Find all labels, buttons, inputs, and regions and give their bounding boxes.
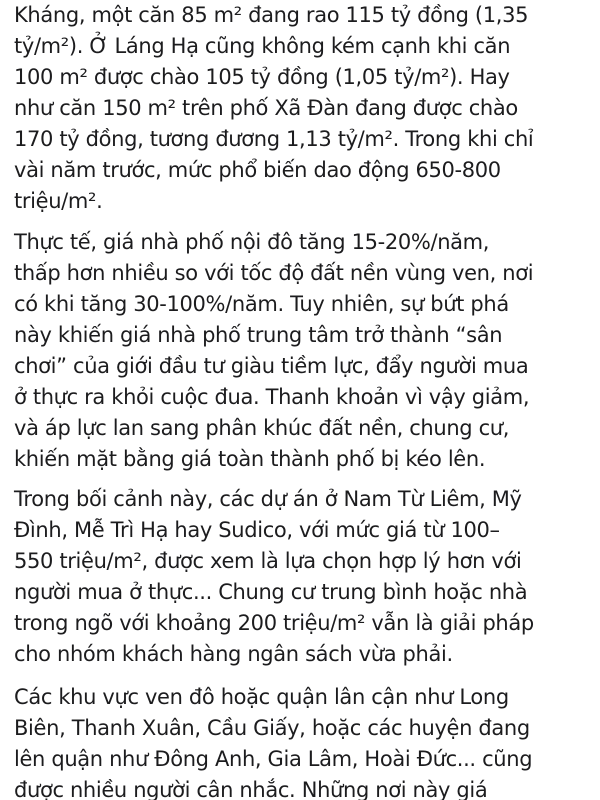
text-line: vài năm trước, mức phổ biến dao động 650-800: [14, 158, 501, 182]
text-line: Kháng, một căn 85 m² đang rao 115 tỷ đồng (1,35: [14, 3, 529, 27]
text-line: Thực tế, giá nhà phố nội đô tăng 15-20%/năm,: [14, 230, 490, 254]
text-line: triệu/m².: [14, 189, 103, 213]
text-line: 100 m² được chào 105 tỷ đồng (1,05 tỷ/m²). Hay: [14, 65, 510, 89]
text-line: lên quận như Đông Anh, Gia Lâm, Hoài Đức... cũng: [14, 747, 533, 771]
paragraph-price-examples: [0, 0, 600, 217]
text-line: tỷ/m²). Ở Láng Hạ cũng không kém cạnh khi căn: [14, 34, 511, 58]
text-line: khiến mặt bằng giá toàn thành phố bị kéo lên.: [14, 447, 486, 471]
text-line: như căn 150 m² trên phố Xã Đàn đang được chào: [14, 96, 518, 120]
paragraph-alternative-projects: [0, 484, 600, 670]
text-line: Trong bối cảnh này, các dự án ở Nam Từ Liêm, Mỹ: [14, 487, 522, 511]
text-line: thấp hơn nhiều so với tốc độ đất nền vùng ven, nơi: [14, 261, 534, 285]
text-line: chơi” của giới đầu tư giàu tiềm lực, đẩy người mua: [14, 354, 529, 378]
text-line: 170 tỷ đồng, tương đương 1,13 tỷ/m². Trong khi chỉ: [14, 127, 534, 151]
text-line: ở thực ra khỏi cuộc đua. Thanh khoản vì vậy giảm,: [14, 385, 530, 409]
text-line: người mua ở thực... Chung cư trung bình hoặc nhà: [14, 580, 528, 604]
text-line: Các khu vực ven đô hoặc quận lân cận như Long: [14, 685, 509, 709]
paragraph-price-growth: [0, 227, 600, 475]
text-line: này khiến giá nhà phố trung tâm trở thành “sân: [14, 323, 503, 347]
text-line: Đình, Mễ Trì Hạ hay Sudico, với mức giá từ 100–: [14, 518, 500, 542]
text-line: trong ngõ với khoảng 200 triệu/m² vẫn là giải pháp: [14, 611, 534, 635]
text-line: có khi tăng 30-100%/năm. Tuy nhiên, sự bứt phá: [14, 292, 509, 316]
text-line: 550 triệu/m², được xem là lựa chọn hợp lý hơn với: [14, 549, 522, 573]
text-line: và áp lực lan sang phân khúc đất nền, chung cư,: [14, 416, 510, 440]
text-line: được nhiều người cân nhắc. Những nơi này giá: [14, 778, 488, 800]
text-line: cho nhóm khách hàng ngân sách vừa phải.: [14, 642, 453, 666]
paragraph-suburban-areas: [0, 682, 600, 800]
text-line: Biên, Thanh Xuân, Cầu Giấy, hoặc các huyện đang: [14, 716, 530, 740]
